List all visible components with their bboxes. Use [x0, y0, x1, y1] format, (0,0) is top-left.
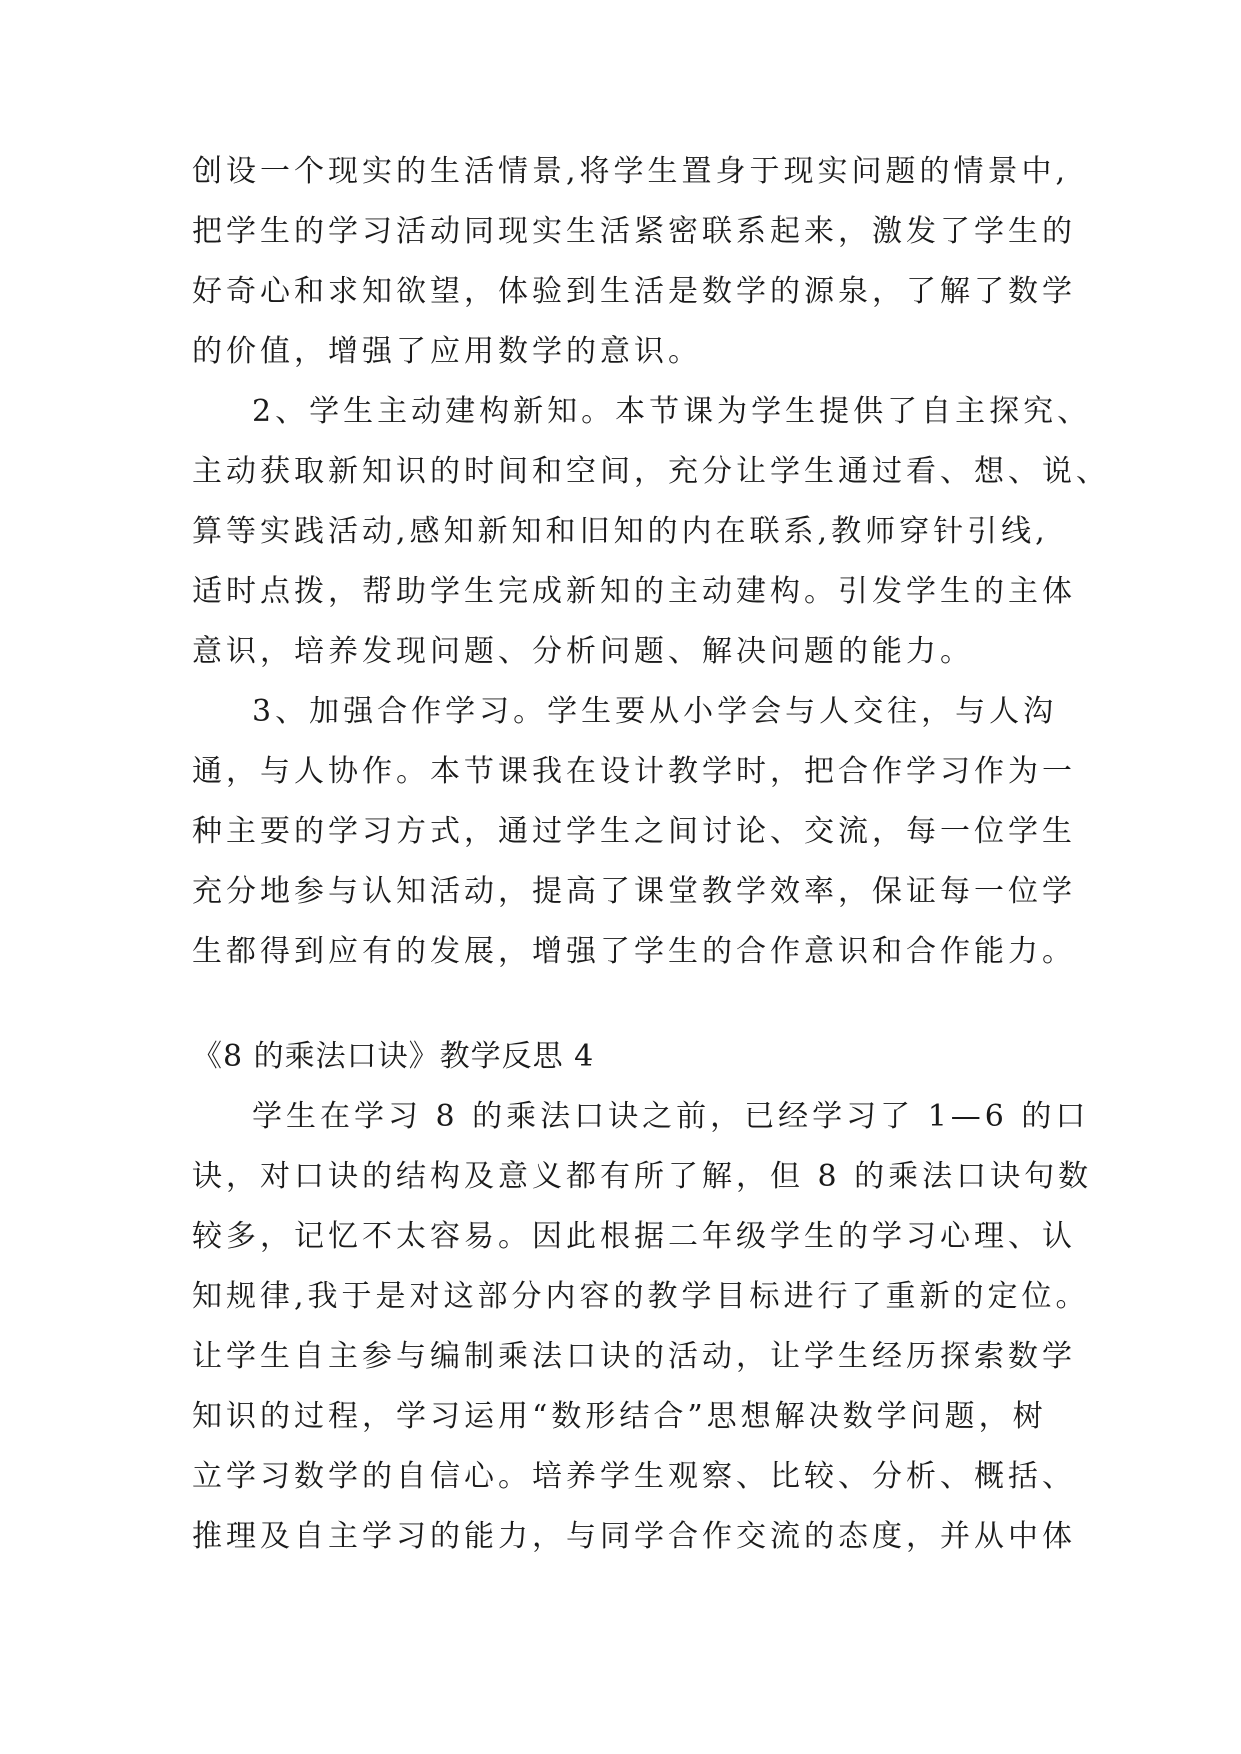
paragraph-line: 知识的过程，学习运用“数形结合”思想解决数学问题，树 — [192, 1399, 1047, 1434]
paragraph-line: 让学生自主参与编制乘法口诀的活动，让学生经历探索数学 — [192, 1339, 1076, 1374]
paragraph-line: 诀，对口诀的结构及意义都有所了解，但 8 的乘法口诀句数 — [192, 1159, 1093, 1194]
paragraph-line: 创设一个现实的生活情景,将学生置身于现实问题的情景中, — [192, 154, 1070, 189]
paragraph-line: 充分地参与认知活动，提高了课堂教学效率，保证每一位学 — [192, 874, 1076, 909]
paragraph-line: 知规律,我于是对这部分内容的教学目标进行了重新的定位。 — [192, 1279, 1090, 1314]
paragraph-line: 主动获取新知识的时间和空间，充分让学生通过看、想、说、 — [192, 454, 1110, 489]
paragraph-line: 推理及自主学习的能力，与同学合作交流的态度，并从中体 — [192, 1519, 1076, 1554]
paragraph-line: 种主要的学习方式，通过学生之间讨论、交流，每一位学生 — [192, 814, 1076, 849]
paragraph-line: 通，与人协作。本节课我在设计教学时，把合作学习作为一 — [192, 754, 1076, 789]
paragraph-line: 的价值，增强了应用数学的意识。 — [192, 334, 702, 369]
paragraph-line: 学生在学习 8 的乘法口诀之前，已经学习了 1—6 的口 — [252, 1099, 1090, 1134]
paragraph-line: 把学生的学习活动同现实生活紧密联系起来，激发了学生的 — [192, 214, 1076, 249]
paragraph-line: 立学习数学的自信心。培养学生观察、比较、分析、概括、 — [192, 1459, 1076, 1494]
paragraph-line: 适时点拨，帮助学生完成新知的主动建构。引发学生的主体 — [192, 574, 1076, 609]
paragraph-line: 3、加强合作学习。学生要从小学会与人交往，与人沟 — [252, 694, 1058, 729]
paragraph-line: 较多，记忆不太容易。因此根据二年级学生的学习心理、认 — [192, 1219, 1076, 1254]
paragraph-line: 算等实践活动,感知新知和旧知的内在联系,教师穿针引线, — [192, 514, 1049, 549]
paragraph-line: 意识，培养发现问题、分析问题、解决问题的能力。 — [192, 634, 974, 669]
paragraph-line: 2、学生主动建构新知。本节课为学生提供了自主探究、 — [252, 394, 1092, 429]
paragraph-line: 生都得到应有的发展，增强了学生的合作意识和合作能力。 — [192, 934, 1076, 969]
section-heading: 《8 的乘法口诀》教学反思 4 — [192, 1039, 595, 1074]
paragraph-line: 好奇心和求知欲望，体验到生活是数学的源泉，了解了数学 — [192, 274, 1076, 309]
